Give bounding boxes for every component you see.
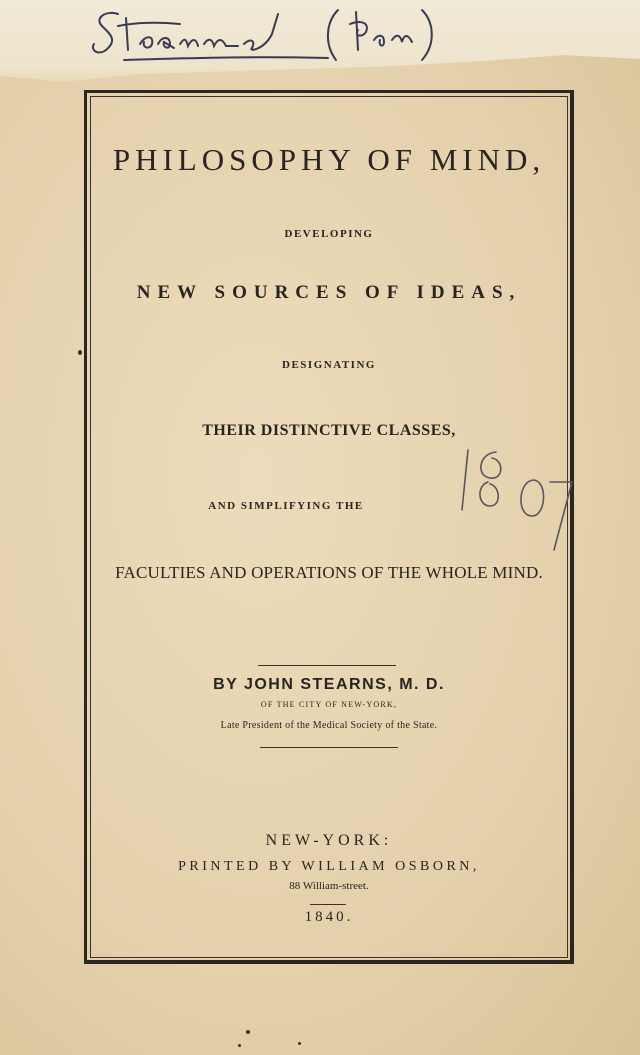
short-rule xyxy=(310,904,346,905)
ink-speck xyxy=(298,1042,301,1045)
rule-top xyxy=(258,665,396,666)
handwritten-number xyxy=(448,440,598,560)
subtitle-simplifying: AND SIMPLIFYING THE xyxy=(208,500,364,512)
subtitle-faculties: FACULTIES AND OPERATIONS OF THE WHOLE MIND. xyxy=(115,563,543,582)
subtitle-designating: DESIGNATING xyxy=(282,359,376,371)
rule-bottom xyxy=(260,747,398,748)
author-title: Late President of the Medical Society of the State. xyxy=(220,720,438,731)
book-title: PHILOSOPHY OF MIND, xyxy=(112,142,546,177)
subtitle-classes: THEIR DISTINCTIVE CLASSES, xyxy=(202,422,456,439)
ink-speck xyxy=(238,1044,241,1047)
author-city: OF THE CITY OF NEW-YORK, xyxy=(260,700,398,709)
printer-address: 88 William-street. xyxy=(289,880,369,892)
handwritten-signature xyxy=(88,4,448,64)
ink-speck xyxy=(246,1030,250,1034)
author-line: BY JOHN STEARNS, M. D. xyxy=(213,676,445,693)
printer-line: PRINTED BY WILLIAM OSBORN, xyxy=(178,859,480,874)
ink-speck xyxy=(78,350,82,355)
subtitle-sources: NEW SOURCES OF IDEAS, xyxy=(136,282,522,303)
publication-year: 1840. xyxy=(304,909,354,925)
publication-place: NEW-YORK: xyxy=(265,832,393,849)
subtitle-developing: DEVELOPING xyxy=(284,228,374,240)
